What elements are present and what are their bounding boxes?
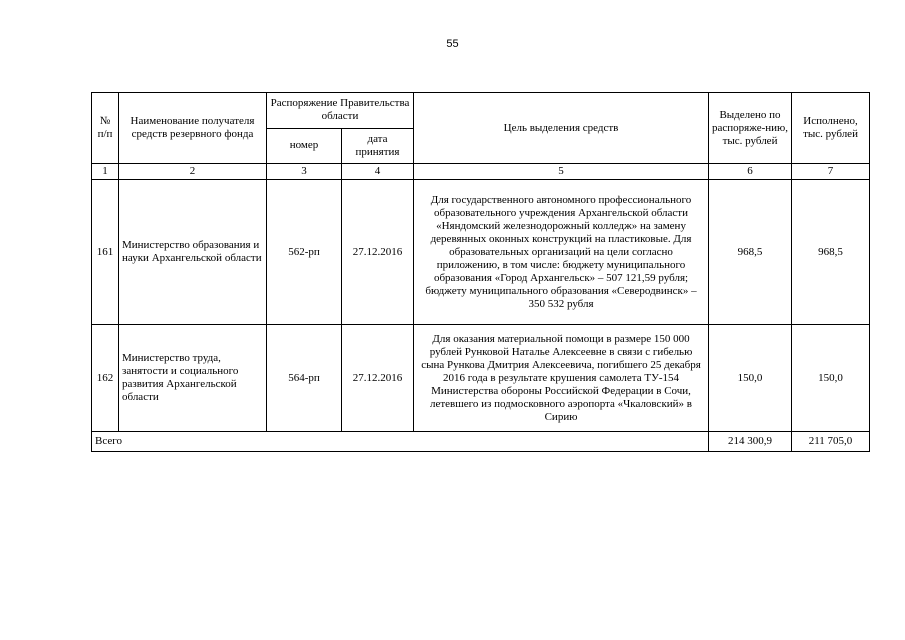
header-order-group: Распоряжение Правительства области — [267, 93, 414, 129]
table-row — [92, 325, 870, 432]
column-index: 3 — [267, 164, 342, 180]
row-executed: 150,0 — [792, 325, 870, 432]
column-index: 2 — [119, 164, 267, 180]
row-order-number: 562-рп — [267, 180, 342, 325]
row-executed: 968,5 — [792, 180, 870, 325]
row-num: 161 — [92, 180, 119, 325]
column-index: 7 — [792, 164, 870, 180]
total-row — [92, 432, 870, 452]
column-index: 4 — [342, 164, 414, 180]
header-order-number: номер — [267, 128, 342, 164]
table-row — [92, 180, 870, 325]
column-index-row — [92, 164, 870, 180]
row-purpose: Для государственного автономного профессионального образовательного учреждения Архангельской области «Няндомский железнодорожный колледж» на замену деревянных оконных конструкций на пластиковые. Для образовательных организаций на цели согласно приложению, в том числе: бюджету муниципального образования «Город Архангельск» – 507 121,59 рубля; бюджету муниципального образования «Северодвинск» – 350 532 рубля — [414, 180, 709, 325]
row-recipient: Министерство образования и науки Архангельской области — [119, 180, 267, 325]
row-order-date: 27.12.2016 — [342, 180, 414, 325]
row-order-date: 27.12.2016 — [342, 325, 414, 432]
header-allocated: Выделено по распоряже-нию, тыс. рублей — [709, 93, 792, 164]
row-order-number: 564-рп — [267, 325, 342, 432]
total-allocated: 214 300,9 — [709, 432, 792, 452]
header-order-date: дата принятия — [342, 128, 414, 164]
reserve-fund-table — [91, 92, 870, 452]
row-purpose: Для оказания материальной помощи в размере 150 000 рублей Рунковой Наталье Алексеевне в связи с гибелью сына Рункова Дмитрия Алексеевича, погибшего 25 декабря 2016 года в результате крушения самолета ТУ-154 Министерства обороны Российской Федерации в Сочи, летевшего из подмосковного аэропорта «Чкаловский» в Сирию — [414, 325, 709, 432]
row-recipient: Министерство труда, занятости и социального развития Архангельской области — [119, 325, 267, 432]
page-number: 55 — [446, 38, 459, 50]
row-allocated: 968,5 — [709, 180, 792, 325]
header-executed: Исполнено, тыс. рублей — [792, 93, 870, 164]
column-index: 5 — [414, 164, 709, 180]
row-num: 162 — [92, 325, 119, 432]
row-allocated: 150,0 — [709, 325, 792, 432]
column-index: 6 — [709, 164, 792, 180]
header-recipient: Наименование получателя средств резервного фонда — [119, 93, 267, 164]
total-label: Всего — [92, 432, 709, 452]
column-index: 1 — [92, 164, 119, 180]
header-row-1 — [92, 93, 870, 129]
total-executed: 211 705,0 — [792, 432, 870, 452]
header-num: № п/п — [92, 93, 119, 164]
header-purpose: Цель выделения средств — [414, 93, 709, 164]
